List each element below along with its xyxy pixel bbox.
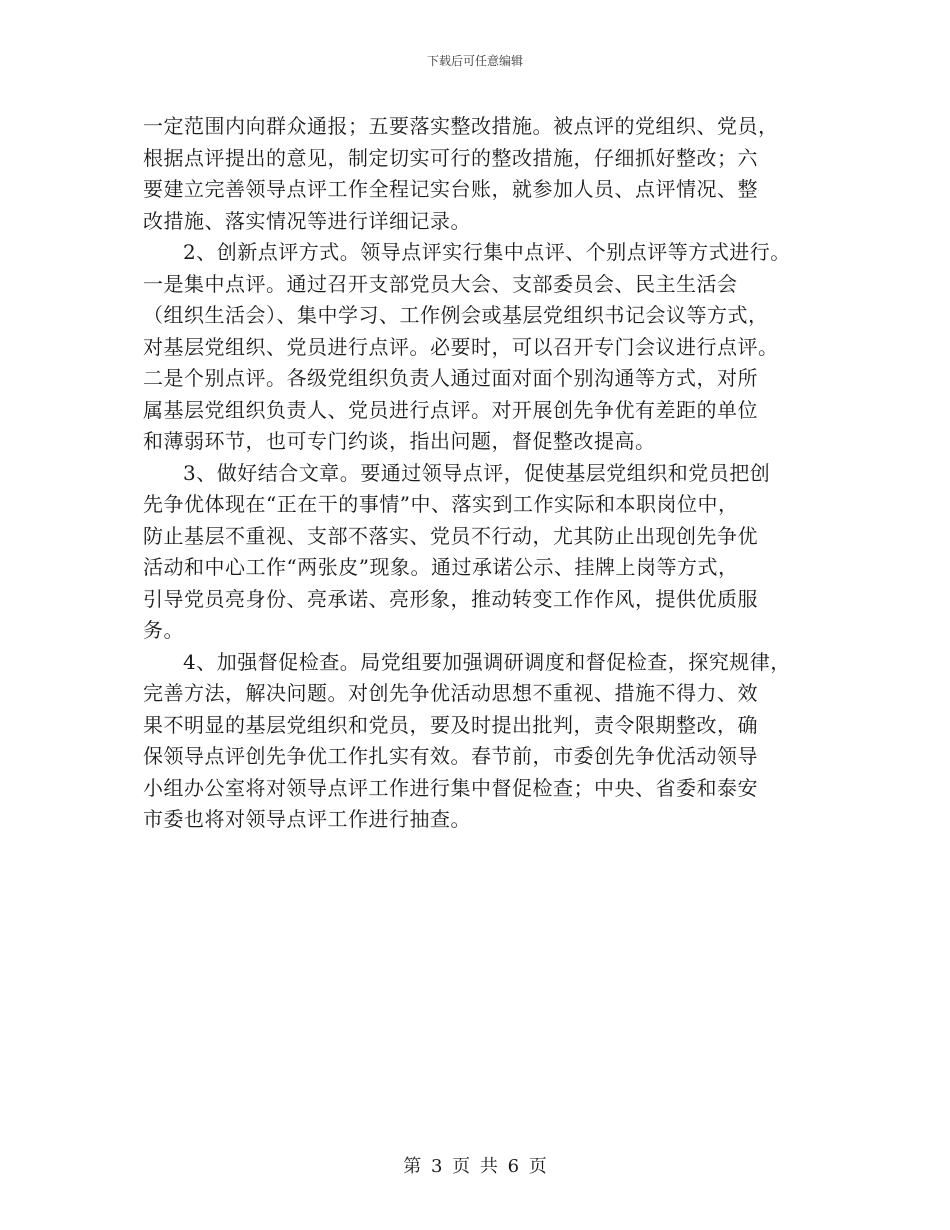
page-header: 下载后可任意编辑	[426, 54, 523, 68]
document-body	[143, 111, 833, 836]
text-line: 务。	[143, 618, 184, 642]
text-line: 市委也将对领导点评工作进行抽查。	[143, 807, 471, 831]
page-footer: 第 3 页 共 6 页	[403, 1156, 547, 1177]
text-line: （组织生活会）、集中学习、工作例会或基层党组织书记会议等方式，	[143, 303, 769, 327]
paragraph-2	[143, 237, 833, 458]
text-line: 对基层党组织、党员进行点评。必要时，可以召开专门会议进行点评。	[143, 334, 779, 359]
text-line: 小组办公室将对领导点评工作进行集中督促检查；中央、省委和泰安	[143, 775, 758, 800]
text-line: 二是个别点评。各级党组织负责人通过面对面个别沟通等方式，对所	[143, 366, 758, 390]
text-line: 先争优体现在“正在干的事情”中、落实到工作实际和本职岗位中，	[143, 492, 739, 516]
text-line: 改措施、落实情况等进行详细记录。	[143, 208, 471, 233]
text-line: 保领导点评创先争优工作扎实有效。春节前，市委创先争优活动领导	[143, 744, 758, 768]
text-line: 活动和中心工作“两张皮”现象。通过承诺公示、挂牌上岗等方式，	[143, 555, 739, 579]
text-line: 完善方法，解决问题。对创先争优活动思想不重视、措施不得力、效	[143, 681, 758, 705]
text-line: 果不明显的基层党组织和党员，要及时提出批判，责令限期整改，确	[143, 712, 758, 737]
paragraph-1	[143, 111, 833, 237]
text-line: 4、加强督促检查。局党组要加强调研调度和督促检查，探究规律，	[183, 649, 791, 674]
text-line: 一是集中点评。通过召开支部党员大会、支部委员会、民主生活会	[143, 271, 738, 296]
text-line: 2、创新点评方式。领导点评实行集中点评、个别点评等方式进行。	[183, 240, 791, 264]
text-line: 根据点评提出的意见，制定切实可行的整改措施，仔细抓好整改；六	[143, 145, 758, 170]
text-line: 要建立完善领导点评工作全程记实台账，就参加人员、点评情况、整	[143, 177, 758, 201]
text-line: 一定范围内向群众通报；五要落实整改措施。被点评的党组织、党员，	[143, 114, 779, 138]
paragraph-3	[143, 458, 833, 647]
text-line: 属基层党组织负责人、党员进行点评。对开展创先争优有差距的单位	[143, 397, 758, 422]
text-line: 防止基层不重视、支部不落实、党员不行动，尤其防止出现创先争优	[143, 523, 758, 548]
text-line: 和薄弱环节，也可专门约谈，指出问题，督促整改提高。	[143, 429, 656, 453]
text-line: 3、做好结合文章。要通过领导点评，促使基层党组织和党员把创	[183, 460, 771, 485]
text-line: 引导党员亮身份、亮承诺、亮形象，推动转变工作作风，提供优质服	[143, 586, 758, 611]
paragraph-4	[143, 647, 833, 836]
